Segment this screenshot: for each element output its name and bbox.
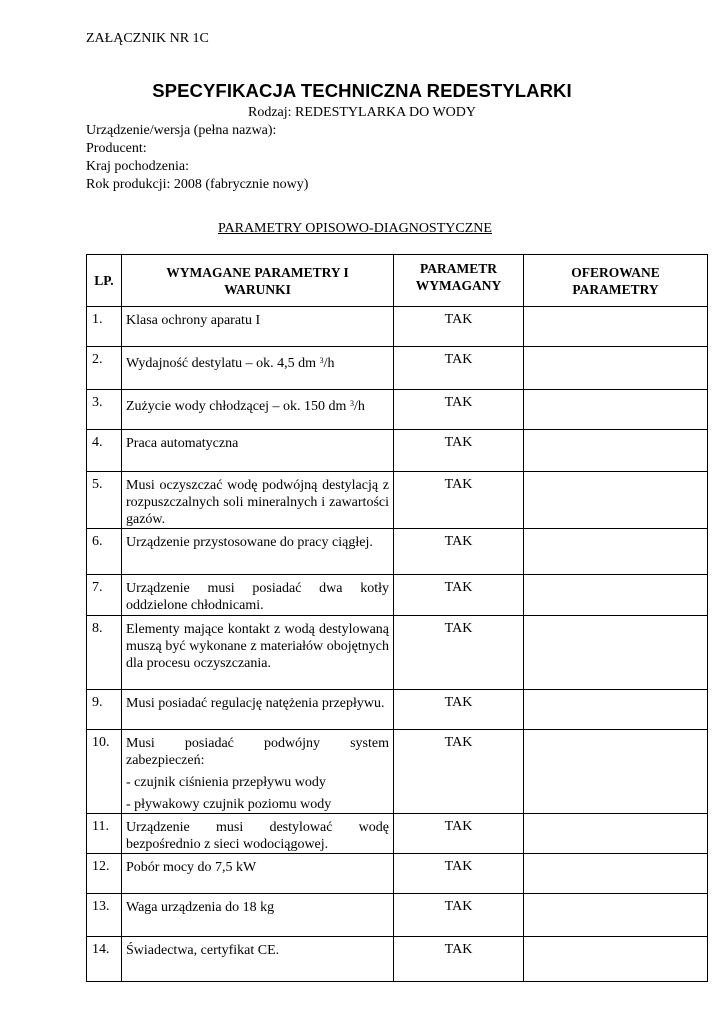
row-number: 4. — [87, 430, 122, 472]
row-number: 2. — [87, 347, 122, 390]
table-row — [87, 347, 708, 390]
header-offered: OFEROWANE PARAMETRY — [524, 255, 708, 307]
requirement-text: Waga urządzenia do 18 kg — [126, 900, 275, 915]
requirement-subitem: - czujnik ciśnienia przepływu wody — [126, 775, 326, 790]
row-requirement — [122, 894, 394, 937]
requirement-text: Wydajność destylatu – ok. 4,5 dm — [126, 356, 317, 371]
required-value: TAK — [394, 894, 524, 937]
row-number: 1. — [87, 307, 122, 347]
document-subtitle: Rodzaj: REDESTYLARKA DO WODY — [247, 105, 476, 120]
required-value: TAK — [394, 730, 524, 814]
table-row — [87, 937, 708, 982]
row-requirement — [122, 529, 394, 575]
table-row — [87, 814, 708, 854]
offered-value-cell[interactable] — [524, 854, 708, 894]
annex-label: ZAŁĄCZNIK NR 1C — [86, 31, 209, 46]
row-number: 8. — [87, 616, 122, 690]
offered-value-cell[interactable] — [524, 937, 708, 982]
offered-value-cell[interactable] — [524, 616, 708, 690]
requirement-text: Elementy mające kontakt z wodą destylowaną muszą być wykonane z materiałów obojętnych dla procesu oczyszczania. — [126, 622, 389, 671]
row-requirement — [122, 390, 394, 430]
requirement-text: Urządzenie musi destylować wodę bezpośrednio z sieci wodociągowej. — [126, 820, 389, 852]
requirement-text: Musi oczyszczać wodę podwójną destylacją z rozpuszczalnych soli mineralnych i zawartości gazów. — [126, 478, 389, 527]
requirement-text: Musi posiadać regulację natężenia przepływu. — [126, 696, 385, 711]
table-row — [87, 307, 708, 347]
offered-value-cell[interactable] — [524, 814, 708, 854]
row-requirement — [122, 430, 394, 472]
row-number: 11. — [87, 814, 122, 854]
requirement-text: Urządzenie przystosowane do pracy ciągłej. — [126, 535, 373, 550]
row-number: 9. — [87, 690, 122, 730]
row-requirement — [122, 854, 394, 894]
header-requirements: WYMAGANE PARAMETRY I WARUNKI — [122, 255, 394, 307]
requirement-text: Pobór mocy do 7,5 kW — [126, 860, 257, 875]
offered-value-cell[interactable] — [524, 575, 708, 616]
required-value: TAK — [394, 616, 524, 690]
row-requirement — [122, 937, 394, 982]
table-header-row — [87, 255, 708, 307]
unit-superscript: 3 — [349, 399, 354, 408]
row-requirement — [122, 347, 394, 390]
requirement-text: Urządzenie musi posiadać dwa kotły oddzielone chłodnicami. — [126, 581, 389, 613]
offered-value-cell[interactable] — [524, 894, 708, 937]
required-value: TAK — [394, 575, 524, 616]
row-requirement — [122, 307, 394, 347]
required-value: TAK — [394, 690, 524, 730]
table-row — [87, 690, 708, 730]
requirement-text: Zużycie wody chłodzącej – ok. 150 dm — [126, 399, 347, 414]
specification-table — [86, 254, 708, 982]
field-producer: Producent: — [86, 141, 147, 156]
offered-value-cell[interactable] — [524, 347, 708, 390]
field-country: Kraj pochodzenia: — [86, 159, 190, 174]
table-row — [87, 854, 708, 894]
field-device-name: Urządzenie/wersja (pełna nazwa): — [86, 123, 277, 138]
required-value: TAK — [394, 937, 524, 982]
row-requirement — [122, 616, 394, 690]
offered-value-cell[interactable] — [524, 529, 708, 575]
required-value: TAK — [394, 854, 524, 894]
required-value: TAK — [394, 814, 524, 854]
row-number: 3. — [87, 390, 122, 430]
row-number: 5. — [87, 472, 122, 529]
row-number: 10. — [87, 730, 122, 814]
requirement-text: Musi posiadać podwójny system zabezpieczeń: — [126, 736, 389, 768]
table-row — [87, 894, 708, 937]
required-value: TAK — [394, 430, 524, 472]
table-row — [87, 616, 708, 690]
offered-value-cell[interactable] — [524, 690, 708, 730]
offered-value-cell[interactable] — [524, 430, 708, 472]
table-row — [87, 390, 708, 430]
row-number: 13. — [87, 894, 122, 937]
requirement-subitem: - pływakowy czujnik poziomu wody — [126, 797, 332, 812]
table-row — [87, 430, 708, 472]
row-requirement — [122, 690, 394, 730]
document-title: SPECYFIKACJA TECHNICZNA REDESTYLARKI — [152, 80, 572, 101]
offered-value-cell[interactable] — [524, 307, 708, 347]
required-value: TAK — [394, 390, 524, 430]
table-row — [87, 529, 708, 575]
row-number: 14. — [87, 937, 122, 982]
unit-suffix: /h — [323, 356, 335, 371]
offered-value-cell[interactable] — [524, 390, 708, 430]
table-row — [87, 472, 708, 529]
unit-superscript: 3 — [319, 356, 324, 365]
required-value: TAK — [394, 529, 524, 575]
requirement-text: Świadectwa, certyfikat CE. — [126, 943, 280, 958]
row-requirement — [122, 730, 394, 814]
header-lp: LP. — [87, 255, 122, 307]
offered-value-cell[interactable] — [524, 730, 708, 814]
required-value: TAK — [394, 307, 524, 347]
row-number: 7. — [87, 575, 122, 616]
section-heading: PARAMETRY OPISOWO-DIAGNOSTYCZNE — [218, 221, 492, 236]
unit-suffix: /h — [353, 399, 365, 414]
offered-value-cell[interactable] — [524, 472, 708, 529]
row-requirement — [122, 472, 394, 529]
field-production-year: Rok produkcji: 2008 (fabrycznie nowy) — [86, 177, 309, 192]
table-row — [87, 730, 708, 814]
table-row — [87, 575, 708, 616]
row-requirement — [122, 814, 394, 854]
required-value: TAK — [394, 347, 524, 390]
required-value: TAK — [394, 472, 524, 529]
row-number: 12. — [87, 854, 122, 894]
row-requirement — [122, 575, 394, 616]
requirement-text: Praca automatyczna — [126, 436, 239, 451]
header-required: PARAMETR WYMAGANY — [394, 255, 524, 307]
requirement-text: Klasa ochrony aparatu I — [126, 313, 261, 328]
row-number: 6. — [87, 529, 122, 575]
device-info-fields — [86, 122, 308, 194]
